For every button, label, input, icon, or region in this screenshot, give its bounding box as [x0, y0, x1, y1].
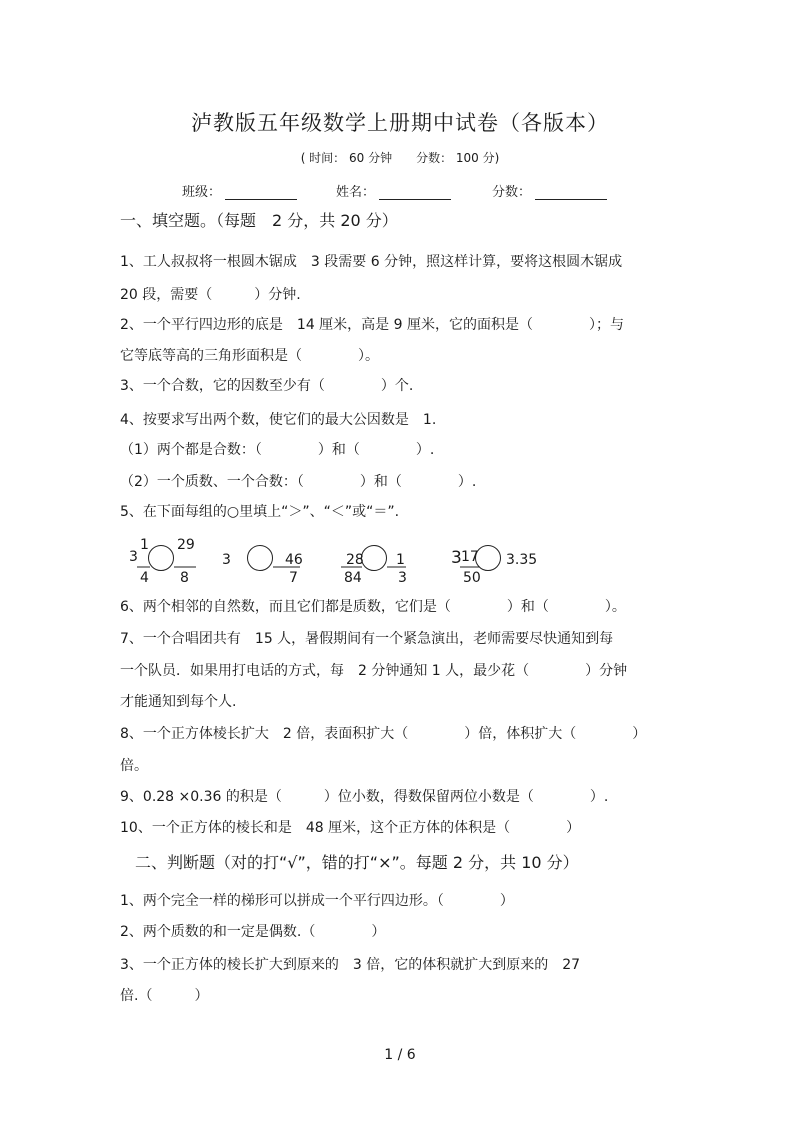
q4-part1: （1）两个都是合数：（ ）和（ ）. [120, 442, 435, 458]
q5-g1-denominator: 4 [140, 570, 149, 586]
q5-g1-right-denominator: 8 [180, 570, 189, 586]
q5-g2-right-denominator: 7 [289, 570, 298, 586]
q5-g1-right-numerator: 29 [177, 537, 195, 553]
q5-g4-whole: 3 [451, 548, 462, 568]
section2-heading: 二、判断题（对的打“√”，错的打“×”。每题 2 分，共 10 分） [135, 853, 579, 872]
q1-line2: 20 段，需要（ ）分钟. [120, 287, 301, 303]
q5-g4-right: 3.35 [506, 552, 538, 568]
q5-g2-left: 3 [222, 552, 231, 568]
q7-line2: 一个队员．如果用打电话的方式，每 2 分钟通知 1 人，最少花（ ）分钟 [120, 663, 628, 679]
q5-g3-right-denominator: 3 [398, 570, 407, 586]
exam-subtitle: ( 时间： 60 分钟 分数： 100 分) [300, 151, 500, 165]
q5-g2-right-numerator: 46 [285, 552, 303, 568]
q5-g1-numerator: 1 [140, 537, 149, 553]
q5-g3-left-numerator: 28 [346, 552, 364, 568]
q2-line2: 它等底等高的三角形面积是（ ）。 [120, 348, 379, 364]
judge-q3-line2: 倍.（ ） [120, 988, 209, 1004]
judge-q2: 2、两个质数的和一定是偶数.（ ） [120, 924, 386, 940]
q8-line1: 8、一个正方体棱长扩大 2 倍，表面积扩大（ ）倍，体积扩大（ ） [120, 726, 647, 742]
q1-line1: 1、工人叔叔将一根圆木锯成 3 段需要 6 分钟，照这样计算，要将这根圆木锯成 [120, 254, 623, 270]
q5-g4-numerator: 17 [461, 549, 479, 565]
q5-line: 5、在下面每组的○里填上“＞”、“＜”或“＝”. [120, 504, 400, 520]
score-label: 分数： [492, 185, 532, 200]
score-field [492, 181, 607, 200]
q5-compare-circle-2[interactable] [247, 545, 273, 571]
q5-compare-circle-4[interactable] [475, 545, 501, 571]
q5-g1-whole: 3 [129, 549, 138, 565]
q6-line: 6、两个相邻的自然数，而且它们都是质数，它们是（ ）和（ ）。 [120, 599, 626, 615]
q8-line2: 倍。 [120, 758, 148, 774]
q5-compare-circle-3[interactable] [361, 545, 387, 571]
q5-g3-right-numerator: 1 [396, 552, 405, 568]
q4-line: 4、按要求写出两个数，使它们的最大公因数是 1. [120, 412, 437, 428]
section1-heading: 一、填空题。（每题 2 分，共 20 分） [120, 211, 398, 230]
name-field [336, 181, 451, 200]
judge-q3-line1: 3、一个正方体的棱长扩大到原来的 3 倍，它的体积就扩大到原来的 27 [120, 957, 581, 973]
q10-line: 10、一个正方体的棱长和是 48 厘米，这个正方体的体积是（ ） [120, 820, 581, 836]
q2-line1: 2、一个平行四边形的底是 14 厘米，高是 9 厘米，它的面积是（ ）；与 [120, 317, 624, 333]
q5-compare-circle-1[interactable] [148, 545, 174, 571]
class-label: 班级： [182, 185, 222, 200]
q5-g4-denominator: 50 [463, 570, 481, 586]
q7-line1: 7、一个合唱团共有 15 人，暑假期间有一个紧急演出，老师需要尽快通知到每 [120, 631, 614, 647]
class-field [182, 181, 297, 200]
name-label: 姓名： [336, 185, 376, 200]
q9-line: 9、0.28 ×0.36 的积是（ ）位小数，得数保留两位小数是（ ）. [120, 789, 609, 805]
exam-title: 泸教版五年级数学上册期中试卷（各版本） [191, 111, 609, 135]
q5-g3-left-denominator: 84 [344, 570, 362, 586]
page-number: 1 / 6 [384, 1047, 416, 1063]
q3-line: 3、一个合数，它的因数至少有（ ）个. [120, 378, 414, 394]
judge-q1: 1、两个完全一样的梯形可以拼成一个平行四边形。（ ） [120, 893, 514, 909]
score-blank[interactable] [535, 185, 607, 200]
q4-part2: （2）一个质数、一个合数：（ ）和（ ）. [120, 474, 477, 490]
name-blank[interactable] [379, 185, 451, 200]
class-blank[interactable] [225, 185, 297, 200]
q7-line3: 才能通知到每个人. [120, 694, 237, 710]
